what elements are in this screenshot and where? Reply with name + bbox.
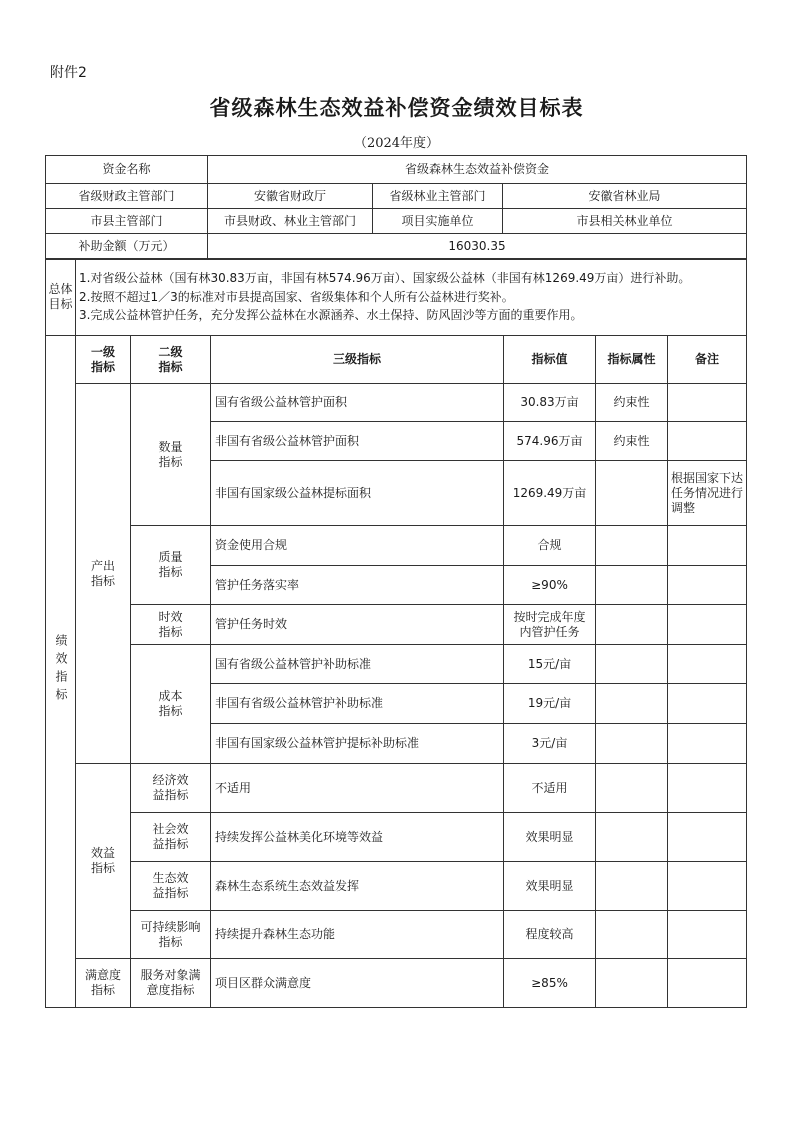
timeliness-indicator-label <box>131 605 211 645</box>
social-benefit-label <box>131 813 211 862</box>
indicator-attribute <box>596 684 668 724</box>
goals-label-line: 目标 <box>48 297 73 311</box>
indicator-attribute <box>596 764 668 813</box>
overall-goals-table <box>45 258 747 336</box>
table-row <box>46 959 747 1008</box>
quality-indicator-label <box>131 526 211 605</box>
fund-info-table <box>45 155 747 260</box>
header-level2 <box>131 336 211 384</box>
label-text: 益指标 <box>152 837 189 851</box>
indicator-attribute: 约束性 <box>596 384 668 422</box>
service-satisfaction-label <box>131 959 211 1008</box>
prov-finance-label: 省级财政主管部门 <box>46 184 208 209</box>
table-row <box>46 645 747 684</box>
indicator-remark: 根据国家下达任务情况进行调整 <box>668 461 747 526</box>
table-row <box>46 764 747 813</box>
indicator-remark <box>668 384 747 422</box>
indicator-attribute <box>596 566 668 605</box>
goal-item: 3.完成公益林管护任务，充分发挥公益林在水源涵养、水土保持、防风固沙等方面的重要作用。 <box>79 308 583 323</box>
indicator-attribute <box>596 461 668 526</box>
indicator-remark <box>668 566 747 605</box>
label-text: 效益 <box>90 846 115 860</box>
header-value: 指标值 <box>504 336 596 384</box>
header-level3: 三级指标 <box>211 336 504 384</box>
benefit-indicator-label <box>76 764 131 959</box>
label-text: 可持续影响 <box>140 919 201 934</box>
performance-indicators-label <box>46 336 76 1008</box>
quantity-indicator-label <box>131 384 211 526</box>
indicator-remark <box>668 605 747 645</box>
label-text: 指标 <box>158 624 183 639</box>
indicator-remark <box>668 645 747 684</box>
indicator-value: 不适用 <box>504 764 596 813</box>
indicator-name: 持续提升森林生态功能 <box>211 911 504 959</box>
indicator-remark <box>668 862 747 911</box>
label-text: 生态效 <box>152 871 189 885</box>
indicator-name: 不适用 <box>211 764 504 813</box>
indicator-attribute: 约束性 <box>596 422 668 461</box>
label-text: 指标 <box>90 573 115 588</box>
label-text: 益指标 <box>152 788 189 802</box>
indicator-name: 管护任务落实率 <box>211 566 504 605</box>
section-label-text: 绩效指标 <box>54 633 68 706</box>
fund-name-label: 资金名称 <box>46 156 208 184</box>
indicator-remark <box>668 764 747 813</box>
label-text: 指标 <box>90 983 115 997</box>
table-row <box>46 384 747 422</box>
indicator-name: 森林生态系统生态效益发挥 <box>211 862 504 911</box>
impl-unit-label: 项目实施单位 <box>373 209 503 234</box>
impl-unit-value: 市县相关林业单位 <box>503 209 747 234</box>
document-subtitle: （2024年度） <box>353 136 440 151</box>
indicator-value: 合规 <box>504 526 596 566</box>
indicator-name: 国有省级公益林管护补助标准 <box>211 645 504 684</box>
dept-row <box>46 184 747 209</box>
indicator-name: 非国有国家级公益林提标面积 <box>211 461 504 526</box>
table-row <box>46 526 747 566</box>
label-text: 产出 <box>90 558 115 573</box>
prov-forestry-label: 省级林业主管部门 <box>373 184 503 209</box>
header-text: 指标 <box>158 359 183 374</box>
indicator-name: 非国有省级公益林管护面积 <box>211 422 504 461</box>
label-text: 指标 <box>90 861 115 875</box>
indicator-remark <box>668 959 747 1008</box>
indicator-name: 持续发挥公益林美化环境等效益 <box>211 813 504 862</box>
fund-name-row <box>46 156 747 184</box>
table-row <box>46 911 747 959</box>
table-row <box>46 605 747 645</box>
label-text: 服务对象满 <box>140 968 201 982</box>
value-line: 内管护任务 <box>519 624 580 639</box>
label-text: 满意度 <box>84 968 121 982</box>
indicator-value: 15元/亩 <box>504 645 596 684</box>
indicator-value: ≥85% <box>504 959 596 1008</box>
label-text: 成本 <box>158 689 183 703</box>
indicator-name: 资金使用合规 <box>211 526 504 566</box>
goal-item: 2.按照不超过1／3的标准对市县提高国家、省级集体和个人所有公益林进行奖补。 <box>79 289 514 304</box>
indicator-name: 非国有国家级公益林管护提标补助标准 <box>211 724 504 764</box>
header-text: 二级 <box>158 344 183 359</box>
satisfaction-indicator-label <box>76 959 131 1008</box>
fund-name-value: 省级森林生态效益补偿资金 <box>208 156 747 184</box>
indicator-value: 574.96万亩 <box>504 422 596 461</box>
city-dept-value: 市县财政、林业主管部门 <box>208 209 373 234</box>
indicator-value: 30.83万亩 <box>504 384 596 422</box>
value-line: 按时完成年度 <box>513 609 586 624</box>
amount-value: 16030.35 <box>208 234 747 260</box>
label-text: 社会效 <box>152 822 189 836</box>
sustainable-impact-label <box>131 911 211 959</box>
overall-goals-text <box>76 259 747 336</box>
label-text: 益指标 <box>152 886 189 900</box>
label-text: 时效 <box>158 609 183 624</box>
indicator-name: 国有省级公益林管护面积 <box>211 384 504 422</box>
indicator-name: 非国有省级公益林管护补助标准 <box>211 684 504 724</box>
indicator-attribute <box>596 862 668 911</box>
overall-goals-label <box>46 259 76 336</box>
amount-label: 补助金额（万元） <box>46 234 208 260</box>
indicator-attribute <box>596 911 668 959</box>
indicator-value <box>504 605 596 645</box>
indicator-value: 1269.49万亩 <box>504 461 596 526</box>
indicator-value: 程度较高 <box>504 911 596 959</box>
header-remark: 备注 <box>668 336 747 384</box>
label-text: 指标 <box>158 454 183 469</box>
goals-label-line: 总体 <box>48 282 73 296</box>
prov-finance-value: 安徽省财政厅 <box>208 184 373 209</box>
header-text: 指标 <box>90 359 115 374</box>
header-attribute: 指标属性 <box>596 336 668 384</box>
header-row <box>46 336 747 384</box>
document-title: 省级森林生态效益补偿资金绩效目标表 <box>209 96 584 120</box>
label-text: 经济效 <box>152 773 189 787</box>
indicator-value: 效果明显 <box>504 813 596 862</box>
indicator-value: 3元/亩 <box>504 724 596 764</box>
output-indicator-label <box>76 384 131 764</box>
city-row <box>46 209 747 234</box>
ecological-benefit-label <box>131 862 211 911</box>
indicator-attribute <box>596 813 668 862</box>
cost-indicator-label <box>131 645 211 764</box>
indicator-value: 19元/亩 <box>504 684 596 724</box>
indicator-name: 管护任务时效 <box>211 605 504 645</box>
amount-row <box>46 234 747 260</box>
goal-item: 1.对省级公益林（国有林30.83万亩，非国有林574.96万亩）、国家级公益林（非国有林1269.49万亩）进行补助。 <box>79 271 691 286</box>
indicator-remark <box>668 724 747 764</box>
indicator-remark <box>668 911 747 959</box>
indicator-remark <box>668 684 747 724</box>
label-text: 意度指标 <box>146 983 195 997</box>
indicator-value: 效果明显 <box>504 862 596 911</box>
indicator-attribute <box>596 959 668 1008</box>
indicator-attribute <box>596 526 668 566</box>
indicator-attribute <box>596 724 668 764</box>
overall-goals-row <box>46 259 747 336</box>
indicator-attribute <box>596 645 668 684</box>
header-level1 <box>76 336 131 384</box>
label-text: 指标 <box>158 704 183 718</box>
indicator-remark <box>668 813 747 862</box>
performance-indicators-table <box>45 335 747 1008</box>
table-row <box>46 862 747 911</box>
prov-forestry-value: 安徽省林业局 <box>503 184 747 209</box>
indicator-remark <box>668 526 747 566</box>
header-text: 一级 <box>90 344 115 359</box>
indicator-remark <box>668 422 747 461</box>
label-text: 质量 <box>158 550 183 564</box>
attachment-label: 附件2 <box>50 65 87 81</box>
table-row <box>46 813 747 862</box>
label-text: 指标 <box>158 934 183 949</box>
label-text: 数量 <box>158 439 183 454</box>
indicator-value: ≥90% <box>504 566 596 605</box>
indicator-name: 项目区群众满意度 <box>211 959 504 1008</box>
indicator-attribute <box>596 605 668 645</box>
label-text: 指标 <box>158 565 183 579</box>
economic-benefit-label <box>131 764 211 813</box>
city-dept-label: 市县主管部门 <box>46 209 208 234</box>
